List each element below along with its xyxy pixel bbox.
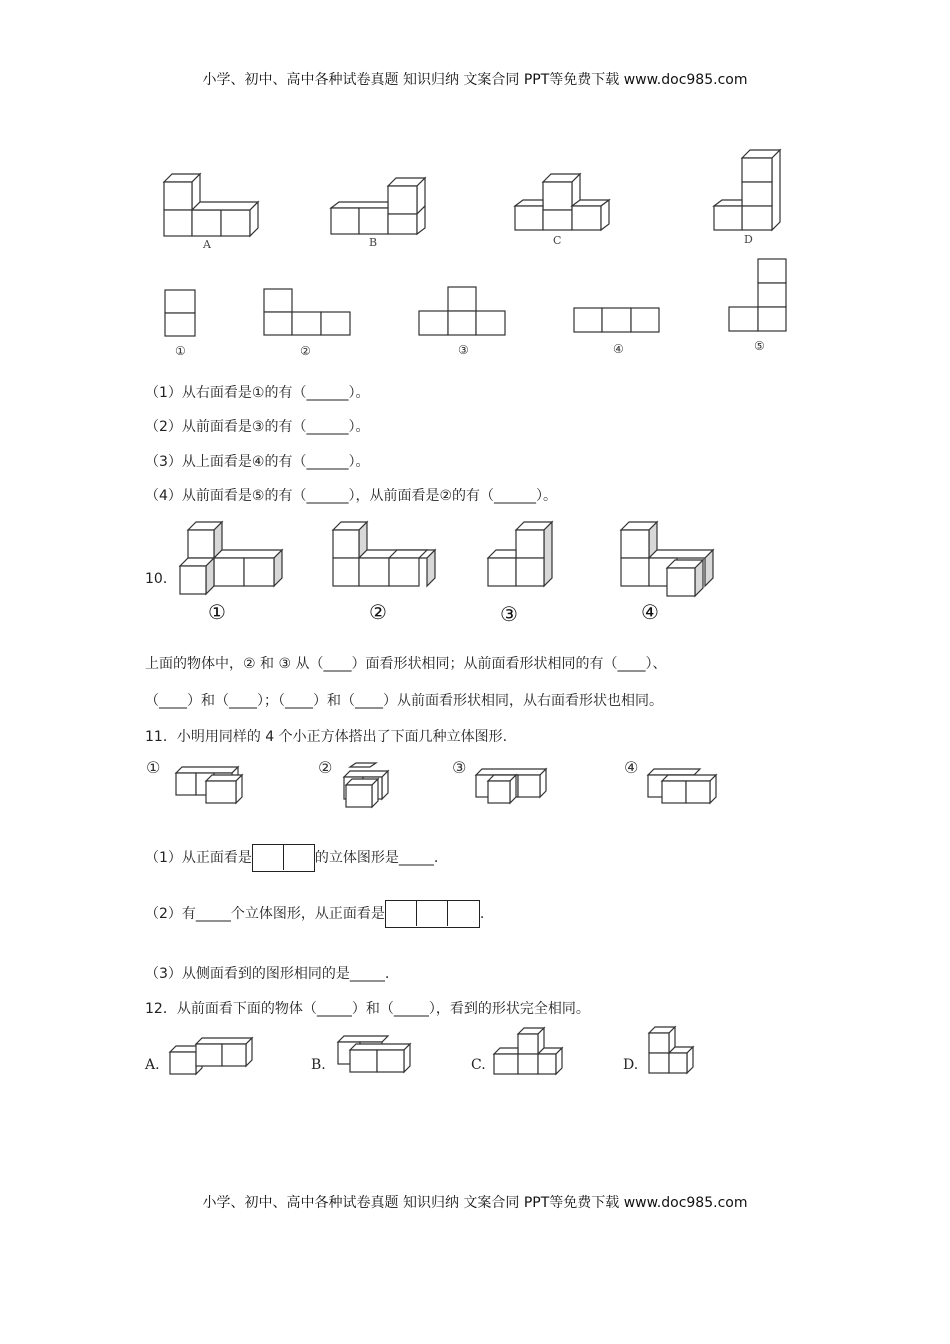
q12-option-label-b: B. [311, 1057, 326, 1073]
q10-figure-1 [178, 520, 288, 600]
solid-label-a: A [203, 238, 211, 251]
solid-b [331, 174, 431, 236]
q10-figure-3 [488, 520, 568, 590]
q11-item-2-prefix: （2）有_____个立体图形，从正面看是 [145, 906, 385, 922]
two-square-front-view [252, 844, 315, 872]
solid-label-d: D [744, 233, 753, 246]
page-header: 小学、初中、高中各种试卷真题 知识归纳 文案合同 PPT等免费下载 www.doc985.com [202, 72, 748, 88]
q11-figure-1 [174, 763, 249, 805]
solid-c [515, 170, 615, 232]
q12-option-d [647, 1025, 697, 1079]
page-footer: 小学、初中、高中各种试卷真题 知识归纳 文案合同 PPT等免费下载 www.doc985.com [202, 1195, 748, 1211]
q11-item-1-suffix: 的立体图形是_____. [314, 850, 439, 866]
q12-option-c [494, 1026, 566, 1078]
q12-option-b [336, 1032, 416, 1078]
q12-option-label-d: D. [623, 1057, 639, 1073]
view-label-1: ① [175, 344, 186, 358]
q11-figure-label-3: ③ [452, 758, 467, 777]
q10-figure-label-2: ② [369, 600, 387, 624]
q11-figure-label-2: ② [318, 758, 333, 777]
q11-figure-3 [474, 767, 549, 805]
q11-item-1-prefix: （1）从正面看是 [145, 850, 252, 866]
q11-figure-4 [648, 767, 720, 807]
view-4 [574, 308, 664, 336]
q9-item-2: （2）从前面看是③的有（______）。 [145, 419, 370, 435]
q11-figure-2 [338, 763, 398, 809]
q10-text-1: 上面的物体中，② 和 ③ 从（____）面看形状相同；从前面看形状相同的有（____）、 [145, 656, 667, 672]
three-square-front-view [385, 900, 480, 928]
q11-figure-label-4: ④ [624, 758, 639, 777]
q10-figure-2 [331, 520, 441, 590]
view-label-2: ② [300, 344, 311, 358]
view-label-4: ④ [613, 342, 624, 356]
q9-item-3: （3）从上面看是④的有（______）。 [145, 454, 370, 470]
view-2 [264, 289, 354, 337]
view-label-3: ③ [458, 343, 469, 357]
q9-item-4: （4）从前面看是⑤的有（______），从前面看是②的有（______）。 [145, 488, 558, 504]
view-3 [419, 287, 509, 337]
q11-item-2-suffix: . [479, 906, 485, 922]
q10-figure-label-4: ④ [641, 600, 659, 624]
q10-figure-label-3: ③ [500, 602, 518, 626]
view-5 [729, 259, 789, 335]
solid-d [714, 148, 786, 232]
q11-item-2 [145, 900, 484, 928]
q12-option-label-a: A. [145, 1057, 160, 1073]
q11-item-1 [145, 844, 438, 872]
q12-title: 12．从前面看下面的物体（_____）和（_____），看到的形状完全相同。 [145, 1001, 590, 1017]
q9-item-1: （1）从右面看是①的有（______）。 [145, 385, 370, 401]
solid-label-c: C [553, 234, 562, 247]
q12-option-a [168, 1036, 258, 1078]
q11-title: 11．小明用同样的 4 个小正方体搭出了下面几种立体图形. [145, 729, 508, 745]
view-1 [165, 290, 197, 338]
solid-label-b: B [369, 236, 378, 249]
q12-option-label-c: C. [471, 1057, 486, 1073]
q11-figure-label-1: ① [146, 758, 161, 777]
q10-figure-label-1: ① [208, 600, 226, 624]
q10-text-2: （____）和（____）；（____）和（____）从前面看形状相同，从右面看形状也相同。 [145, 693, 663, 709]
q10-figure-4 [619, 520, 719, 600]
q10-number: 10． [145, 571, 177, 587]
view-label-5: ⑤ [754, 339, 765, 353]
q11-item-3: （3）从侧面看到的图形相同的是_____. [145, 966, 390, 982]
solid-a [164, 170, 264, 240]
